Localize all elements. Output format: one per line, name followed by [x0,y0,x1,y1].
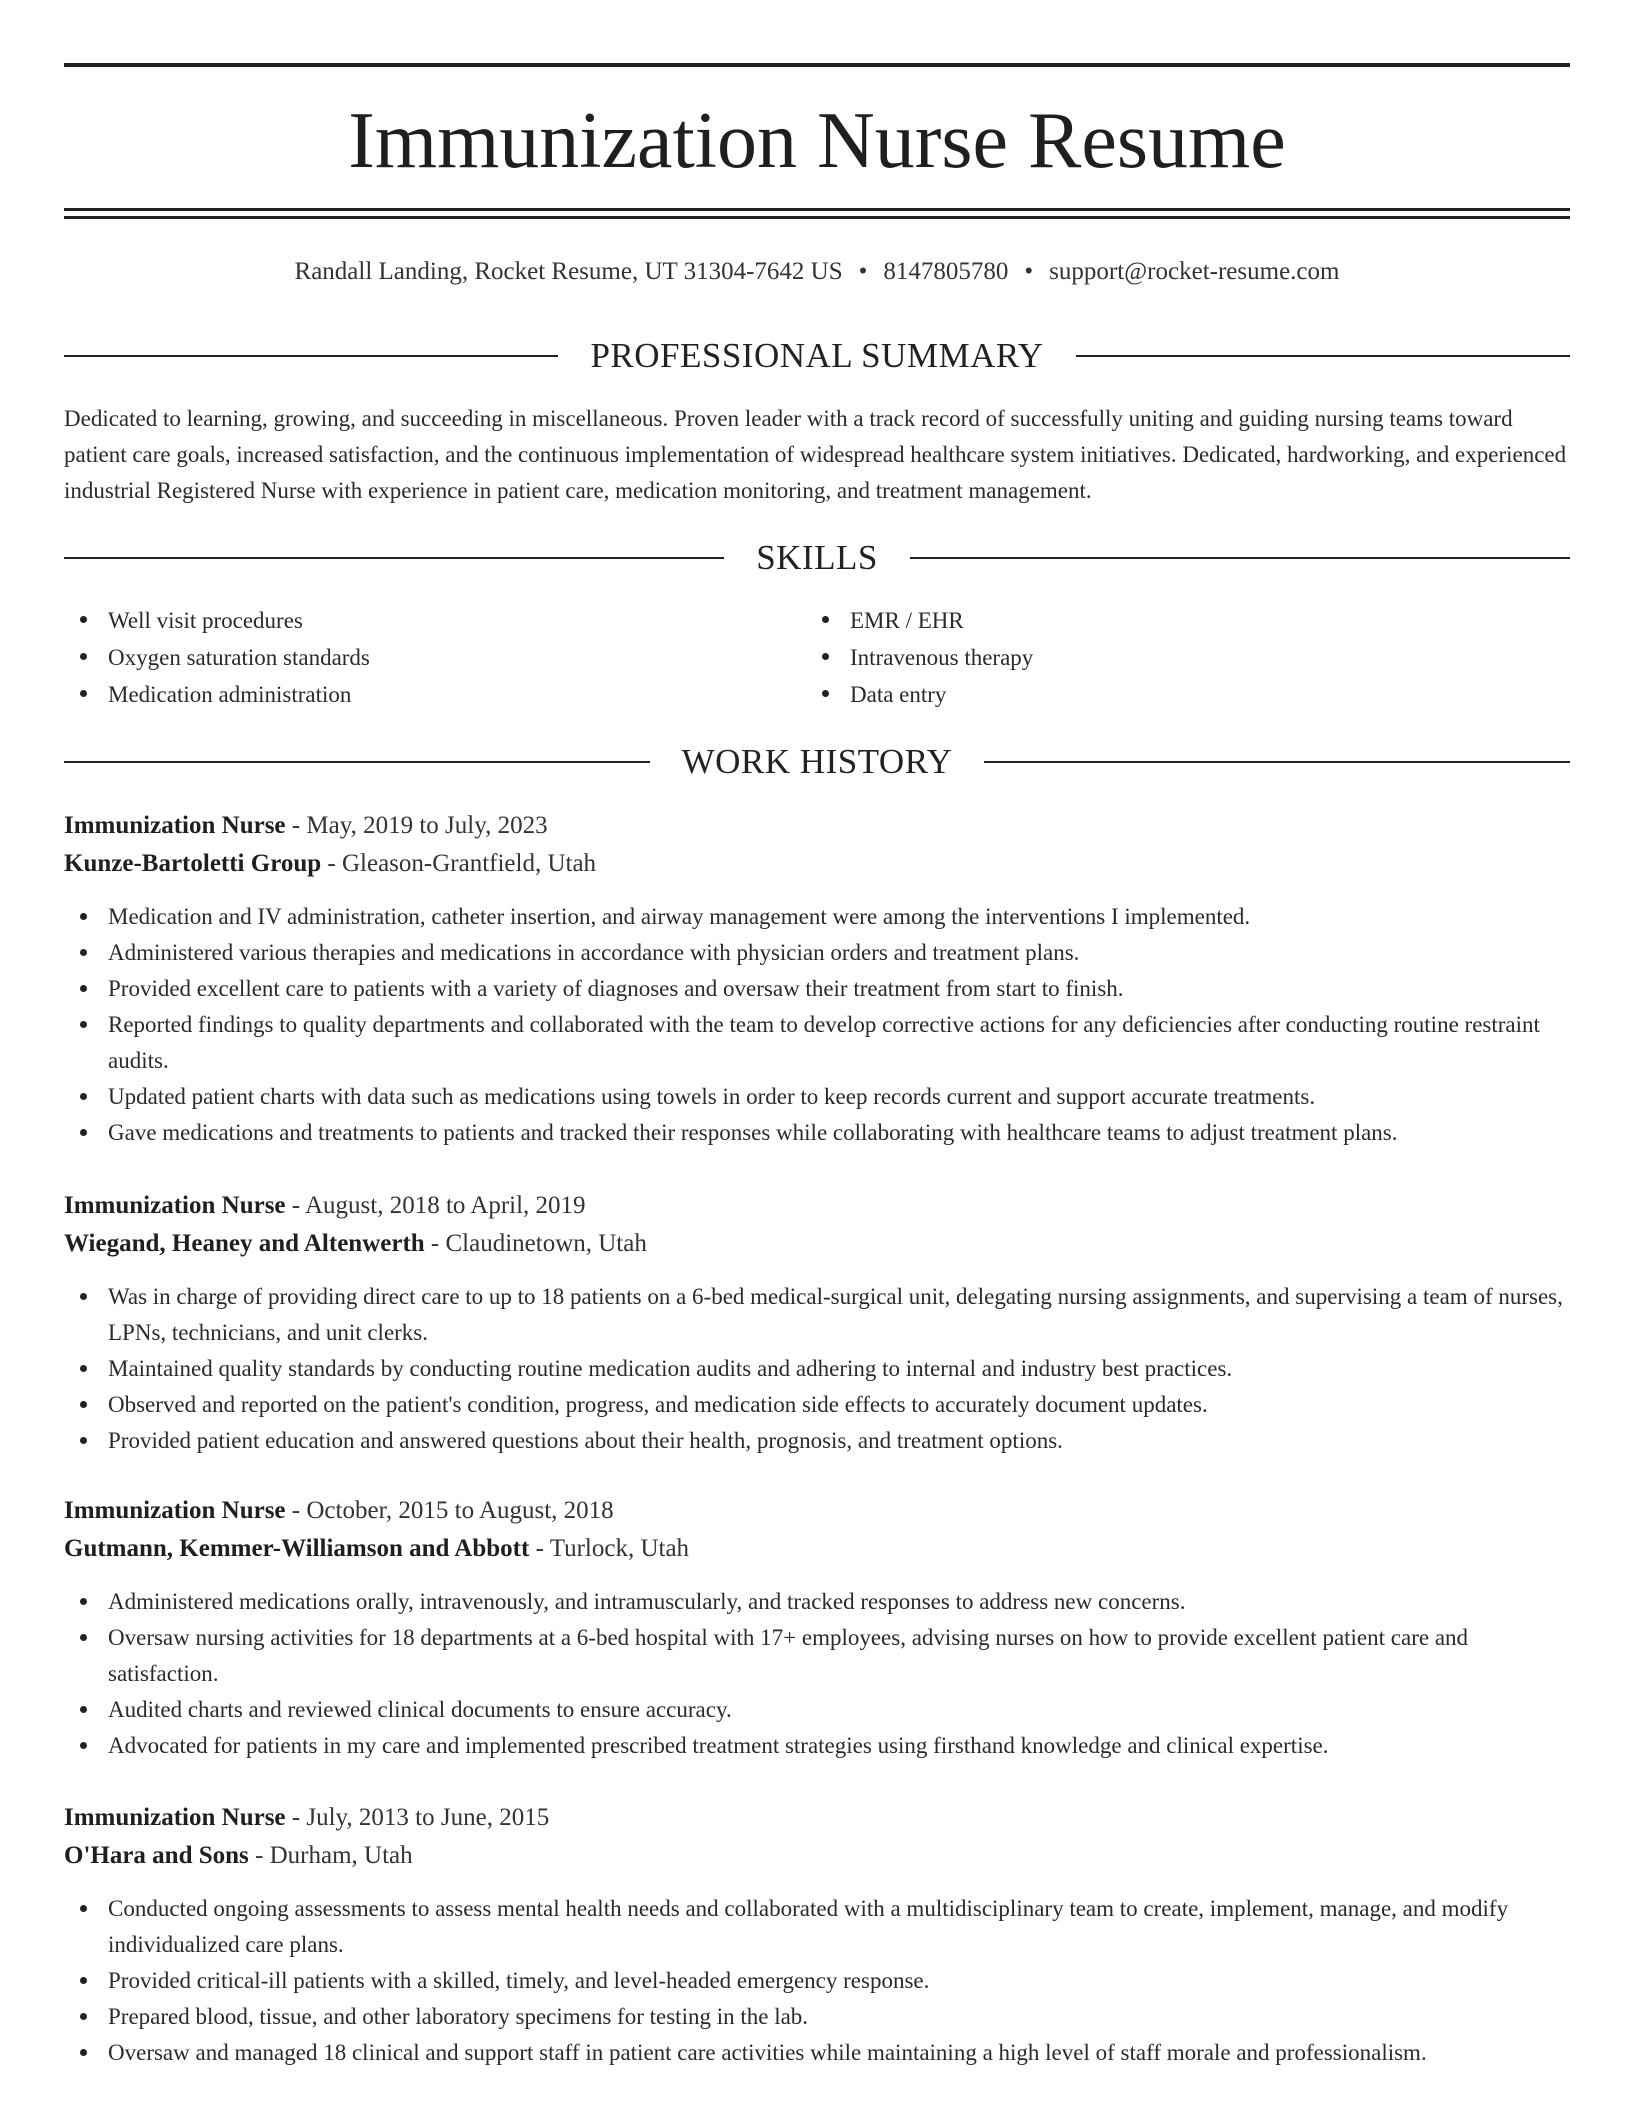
job-bullet: Oversaw and managed 18 clinical and support staff in patient care activities while maintaining a high level of staff morale and professionalism. [64,2035,1570,2071]
contact-phone: 8147805780 [883,258,1009,285]
contact-separator: • [1024,258,1034,285]
job-bullets [64,1891,1570,2071]
title-rule-lower [64,216,1570,219]
heading-rule [910,557,1570,559]
job-entry [64,1799,1570,2071]
job-bullet: Medication and IV administration, catheter insertion, and airway management were among the interventions I implemented. [64,899,1570,935]
skill-item: Oxygen saturation standards [64,639,764,676]
job-company-line [64,1530,1570,1568]
job-entry [64,807,1570,1151]
skill-item: Data entry [806,676,1506,713]
job-bullet: Provided critical-ill patients with a skilled, timely, and level-headed emergency response. [64,1963,1570,1999]
job-entry [64,1492,1570,1764]
title-rule-upper [64,208,1570,211]
job-dates: - July, 2013 to June, 2015 [285,1804,550,1831]
job-bullets [64,1584,1570,1764]
skill-item: Medication administration [64,676,764,713]
job-title-line [64,807,1570,845]
summary-text: Dedicated to learning, growing, and succeeding in miscellaneous. Proven leader with a track record of successfully uniting and guiding nursing teams toward patient care goals, increased satisfaction, and the continuous implementation of widespread healthcare system initiatives. Dedicated, hardworking, and experienced industrial Registered Nurse with experience in patient care, medication monitoring, and treatment management. [64,406,1567,503]
skills-list-left [64,602,764,713]
job-bullet: Observed and reported on the patient's condition, progress, and medication side effects to accurately document updates. [64,1387,1570,1423]
job-bullet: Audited charts and reviewed clinical documents to ensure accuracy. [64,1692,1570,1728]
heading-rule [984,761,1570,763]
skill-item: Intravenous therapy [806,639,1506,676]
heading-rule [64,355,558,357]
job-location: - Durham, Utah [248,1842,413,1869]
section-title: SKILLS [756,538,878,577]
job-bullets [64,1279,1570,1459]
job-location: - Gleason-Grantfield, Utah [321,850,597,877]
job-title: Immunization Nurse [64,1804,286,1831]
section-heading-skills [64,538,1570,578]
section-title: PROFESSIONAL SUMMARY [590,336,1044,375]
job-bullet: Gave medications and treatments to patients and tracked their responses while collaborating with healthcare teams to adjust treatment plans. [64,1115,1570,1151]
skill-item: EMR / EHR [806,602,1506,639]
contact-address: Randall Landing, Rocket Resume, UT 31304-7642 US [294,258,843,285]
section-heading-work [64,742,1570,782]
job-company-line [64,1837,1570,1875]
contact-line [64,256,1570,288]
job-title-line [64,1492,1570,1530]
job-bullet: Provided patient education and answered questions about their health, prognosis, and treatment options. [64,1423,1570,1459]
job-location: - Turlock, Utah [529,1535,690,1562]
section-heading-summary [64,336,1570,376]
job-dates: - August, 2018 to April, 2019 [285,1192,586,1219]
job-bullet: Was in charge of providing direct care to up to 18 patients on a 6-bed medical-surgical unit, delegating nursing assignments, and supervising a team of nurses, LPNs, technicians, and unit clerks. [64,1279,1570,1351]
job-bullet: Conducted ongoing assessments to assess mental health needs and collaborated with a multidisciplinary team to create, implement, manage, and modify individualized care plans. [64,1891,1570,1963]
job-dates: - October, 2015 to August, 2018 [285,1497,614,1524]
job-bullet: Provided excellent care to patients with a variety of diagnoses and oversaw their treatment from start to finish. [64,971,1570,1007]
job-company: Kunze-Bartoletti Group [64,850,322,877]
job-title: Immunization Nurse [64,812,286,839]
contact-email: support@rocket-resume.com [1049,258,1340,285]
job-bullet: Administered various therapies and medications in accordance with physician orders and treatment plans. [64,935,1570,971]
contact-separator: • [858,258,868,285]
job-bullet: Administered medications orally, intravenously, and intramuscularly, and tracked responses to address new concerns. [64,1584,1570,1620]
job-bullet: Reported findings to quality departments and collaborated with the team to develop corrective actions for any deficiencies after conducting routine restraint audits. [64,1007,1570,1079]
resume-title: Immunization Nurse Resume [348,97,1286,185]
heading-rule [64,761,650,763]
job-title-line [64,1187,1570,1225]
job-company: Wiegand, Heaney and Altenwerth [64,1230,425,1257]
job-bullet: Oversaw nursing activities for 18 departments at a 6-bed hospital with 17+ employees, advising nurses on how to provide excellent patient care and satisfaction. [64,1620,1570,1692]
job-dates: - May, 2019 to July, 2023 [285,812,548,839]
job-bullet: Prepared blood, tissue, and other laboratory specimens for testing in the lab. [64,1999,1570,2035]
job-company-line [64,845,1570,883]
job-title-line [64,1799,1570,1837]
job-company: Gutmann, Kemmer-Williamson and Abbott [64,1535,530,1562]
job-bullets [64,899,1570,1151]
job-location: - Claudinetown, Utah [424,1230,647,1257]
job-bullet: Updated patient charts with data such as medications using towels in order to keep records current and support accurate treatments. [64,1079,1570,1115]
top-rule [64,63,1570,67]
section-title: WORK HISTORY [681,742,953,781]
job-bullet: Advocated for patients in my care and implemented prescribed treatment strategies using firsthand knowledge and clinical expertise. [64,1728,1570,1764]
heading-rule [1076,355,1570,357]
job-title: Immunization Nurse [64,1192,286,1219]
job-company-line [64,1225,1570,1263]
skill-item: Well visit procedures [64,602,764,639]
skills-list-right [806,602,1506,713]
job-entry [64,1187,1570,1459]
job-title: Immunization Nurse [64,1497,286,1524]
job-company: O'Hara and Sons [64,1842,249,1869]
job-bullet: Maintained quality standards by conducting routine medication audits and adhering to internal and industry best practices. [64,1351,1570,1387]
heading-rule [64,557,724,559]
